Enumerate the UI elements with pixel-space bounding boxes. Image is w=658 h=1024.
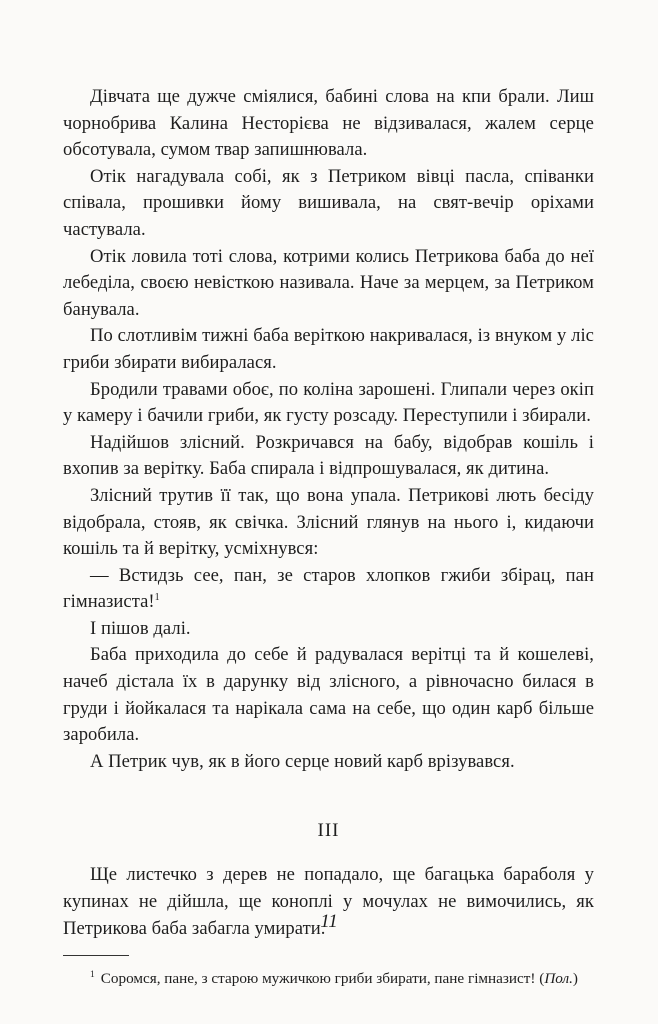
quote-text: — Встидзь сее, пан, зе старов хлопков гжиби збірац, пан гімназиста!: [63, 564, 594, 613]
paragraph: По слотливім тижні баба веріткою накривалася, із внуком у ліс гриби збирати вибиралася.: [63, 325, 594, 373]
paragraph: А Петрик чув, як в його серце новий карб врізувався.: [90, 750, 515, 772]
paragraph: Отік нагадувала собі, як з Петриком вівці пасла, співанки співала, прошивки йому вишивала, на свят-вечір оріхами частувала.: [63, 165, 594, 240]
footnote-divider: [63, 955, 129, 956]
paragraph: Злісний трутив її так, що вона упала. Петрикові лють бесіду відобрала, стояв, як свічка. Злісний глянув на нього і, кидаючи кошіль та й верітку, усміхнувся:: [63, 484, 594, 560]
quote-paragraph: [63, 563, 594, 616]
paragraph: Баба приходила до себе й радувалася верітці та й кошелеві, начеб дістала їх в дарунку від злісного, а рівночасно билася в груди і йойкалася та нарікала сама на себе, що один карб більше заробила.: [63, 644, 594, 746]
paragraph: І пішов далі.: [90, 617, 191, 639]
footnote-text: Соромся, пане, з старою мужичкою гриби збирати, пане гімназист! (: [100, 970, 545, 988]
footnote: [63, 965, 594, 990]
paragraph: Ще листечко з дерев не попадало, ще багацька бараболя у купинах не дійшла, ще коноплі у мочулах не вимочились, як Петрикова баба забагла умирати.: [63, 864, 594, 939]
page-number: 11: [320, 911, 338, 932]
paragraph: Бродили травами обоє, по коліна зарошені. Глипали через окіп у камеру і бачили гриби, як густу розсаду. Переступили і збирали.: [63, 378, 594, 427]
footnote-number: 1: [90, 970, 95, 981]
paragraph: Отік ловила тоті слова, котрими колись Петрикова баба до неї лебеділа, своєю невісткою називала. Наче за мерцем, за Петриком банувала.: [63, 245, 594, 320]
footnote-closing: ): [572, 970, 578, 988]
footnote-source: Пол.: [544, 970, 573, 988]
section-heading: ІІІ: [317, 820, 340, 842]
footnote-reference[interactable]: 1: [154, 592, 160, 604]
paragraph: Надійшов злісний. Розкричався на бабу, відобрав кошіль і вхопив за верітку. Баба спирала і відпрошувалася, як дитина.: [63, 431, 594, 480]
paragraph: Дівчата ще дужче сміялися, бабині слова на кпи брали. Лиш чорнобрива Калина Несторієва не відзивалася, жалем серце обсотувала, сумом твар запишнювала.: [63, 86, 594, 161]
page-body: [63, 84, 594, 990]
